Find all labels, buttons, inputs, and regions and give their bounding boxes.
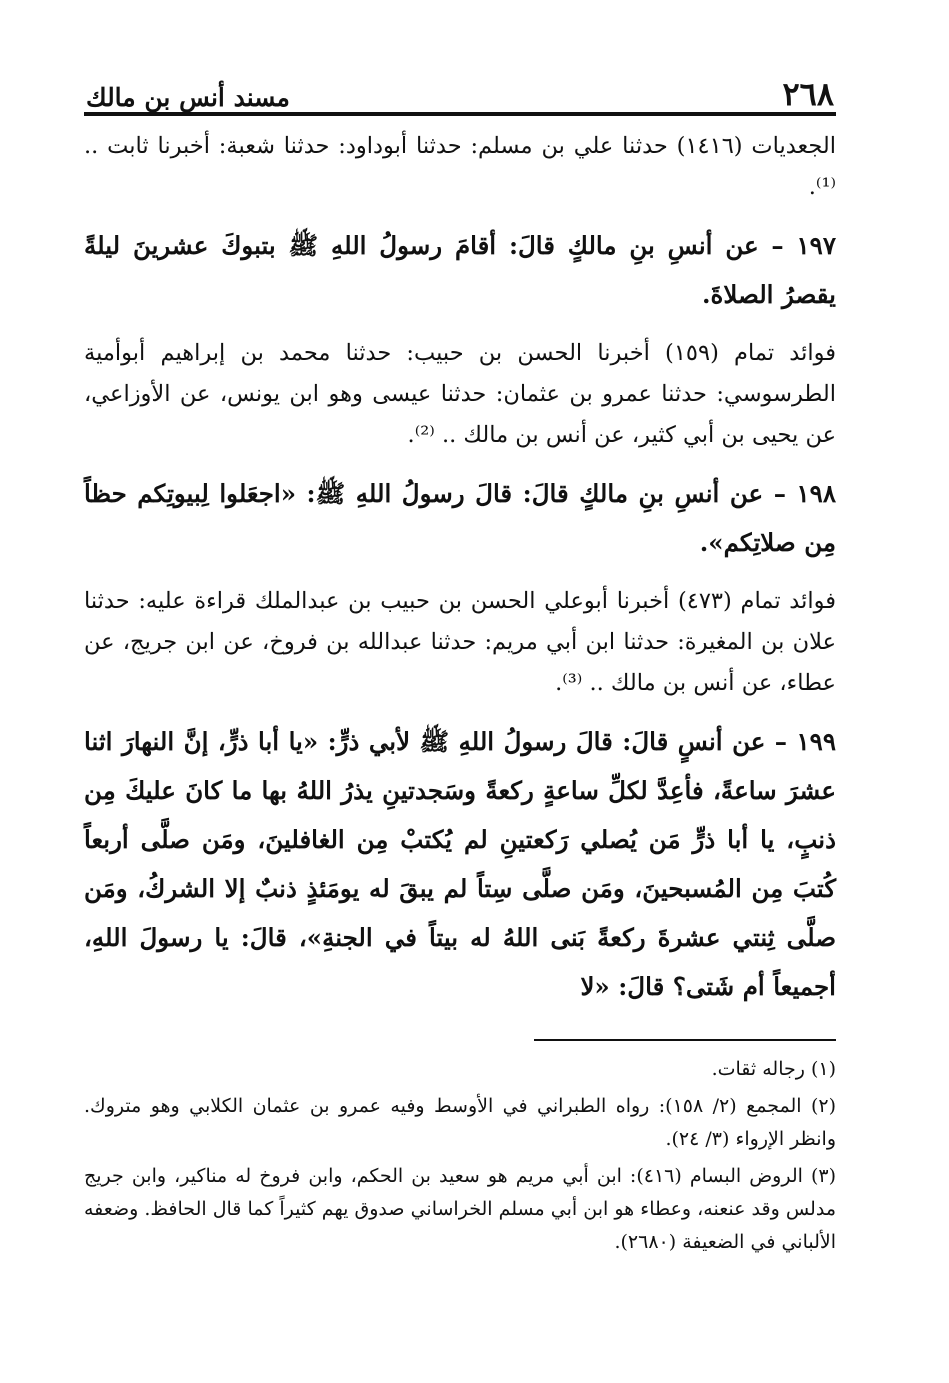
page-number: ٢٦٨ [782, 75, 834, 113]
hadith-198: ١٩٨ – عن أنسِ بنِ مالكٍ قالَ: قالَ رسولُ اللهِ ﷺ: «اجعَلوا لِبيوتِكم حظاً مِن صلاتِكم». [84, 479, 836, 557]
book-page [84, 75, 837, 1318]
hadith-199: ١٩٩ – عن أنسٍ قالَ: قالَ رسولُ اللهِ ﷺ لأبي ذرٍّ: «يا أبا ذرٍّ، إنَّ النهارَ اثنا عشرَ ساعةً، فأعِدَّ لكلِّ ساعةٍ ركعةً وسَجدتينِ يذرُ اللهُ بها ما كانَ عليكَ مِن ذنبٍ، يا أبا ذرٍّ مَن يُصلي رَكعتينِ لم يُكتبْ مِن الغافلينَ، ومَن صلَّى أربعاً كُتبَ مِن المُسبحينَ، ومَن صلَّى سِتاً لم يبقَ له يومَئذٍ ذنبٌ إلا الشركُ، ومَن صلَّى ثِنتي عشرةَ ركعةً بَنى اللهُ له بيتاً في الجنةِ»، قالَ: يا رسولَ اللهِ، أجميعاً أم شَتى؟ قالَ: «لا [84, 727, 836, 1001]
hadith-197: ١٩٧ – عن أنسِ بنِ مالكٍ قالَ: أقامَ رسولُ اللهِ ﷺ بتبوكَ عشرينَ ليلةً يقصرُ الصلاةَ. [84, 231, 836, 309]
source-paragraph: الجعديات (١٤١٦) حدثنا علي بن مسلم: حدثنا أبوداود: حدثنا شعبة: أخبرنا ثابت .. ⁽¹⁾. [84, 133, 837, 200]
footnote-2: (٢) المجمع (٢/ ١٥٨): رواه الطبراني في الأوسط وفيه عمرو بن عثمان الكلابي وهو متروك. وانظر الإرواء (٣/ ٢٤). [84, 1095, 837, 1150]
running-title: مسند أنس بن مالك [86, 83, 290, 112]
footnote-divider [534, 1039, 836, 1041]
main-text [84, 126, 836, 1011]
footnotes [84, 1053, 836, 1259]
footnote-3: (٣) الروض البسام (٤١٦): ابن أبي مريم هو سعيد بن الحكم، وابن فروخ له مناكير، وابن جريج مدلس وقد عنعنه، وعطاء هو ابن أبي مسلم الخراساني صدوق يهم كثيراً كما قال الحافظ. وضعفه الألباني في الضعيفة (٢٦٨٠). [84, 1165, 837, 1253]
source-paragraph: فوائد تمام (٤٧٣) أخبرنا أبوعلي الحسن بن حبيب بن عبدالملك قراءة عليه: حدثنا علان بن المغيرة: حدثنا ابن أبي مريم: حدثنا عبدالله بن فروخ، عن ابن جريج، عن عطاء، عن أنس بن مالك .. ⁽³⁾. [84, 588, 837, 696]
running-header [84, 75, 836, 116]
footnote-1: (١) رجاله ثقات. [711, 1058, 836, 1080]
source-paragraph: فوائد تمام (١٥٩) أخبرنا الحسن بن حبيب: حدثنا محمد بن إبراهيم أبوأمية الطرسوسي: حدثنا عمرو بن عثمان: حدثنا عيسى وهو ابن يونس، عن الأوزاعي، عن يحيى بن أبي كثير، عن أنس بن مالك .. ⁽²⁾. [84, 340, 837, 448]
